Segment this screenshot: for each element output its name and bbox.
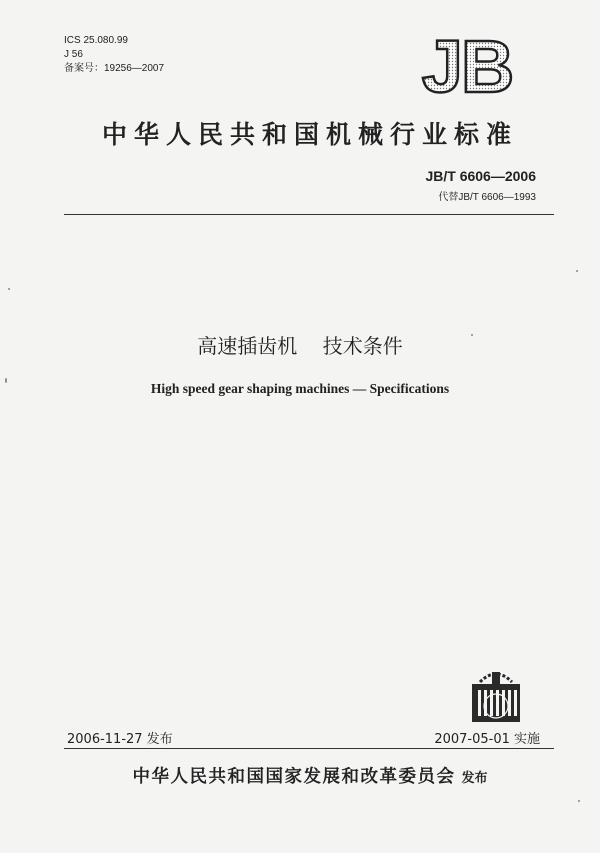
document-title-zh: 高速插齿机 技术条件 — [197, 334, 403, 358]
ics-code: ICS 25.080.99 — [64, 35, 128, 46]
svg-text:JB: JB — [421, 36, 513, 98]
replaces-standard: 代替JB/T 6606—1993 — [438, 192, 536, 203]
scan-speck — [576, 270, 578, 272]
scan-speck — [8, 288, 10, 290]
meta-block — [64, 34, 164, 76]
classification-code: J 56 — [64, 49, 83, 60]
scan-speck — [578, 800, 580, 802]
top-divider — [64, 214, 554, 215]
standard-number: JB/T 6606—2006 — [425, 168, 536, 184]
publisher-seal — [470, 668, 522, 724]
scan-speck — [471, 334, 473, 336]
document-title-en: High speed gear shaping machines — Specifications — [150, 381, 450, 396]
filing-number: 备案号：19256—2007 — [64, 63, 165, 74]
publication-date: 2006-11-27 发布 — [67, 732, 173, 747]
scan-speck — [5, 378, 7, 383]
implementation-date: 2007-05-01 实施 — [434, 732, 540, 747]
bottom-divider — [64, 748, 554, 749]
industry-standard-title: 中华人民共和国机械行业标准 — [101, 120, 518, 149]
issuer-suffix: 发布 — [461, 771, 488, 786]
jb-logo — [412, 36, 522, 98]
issuer-line — [60, 763, 560, 788]
issuer-name: 中华人民共和国国家发展和改革委员会 — [132, 767, 456, 787]
